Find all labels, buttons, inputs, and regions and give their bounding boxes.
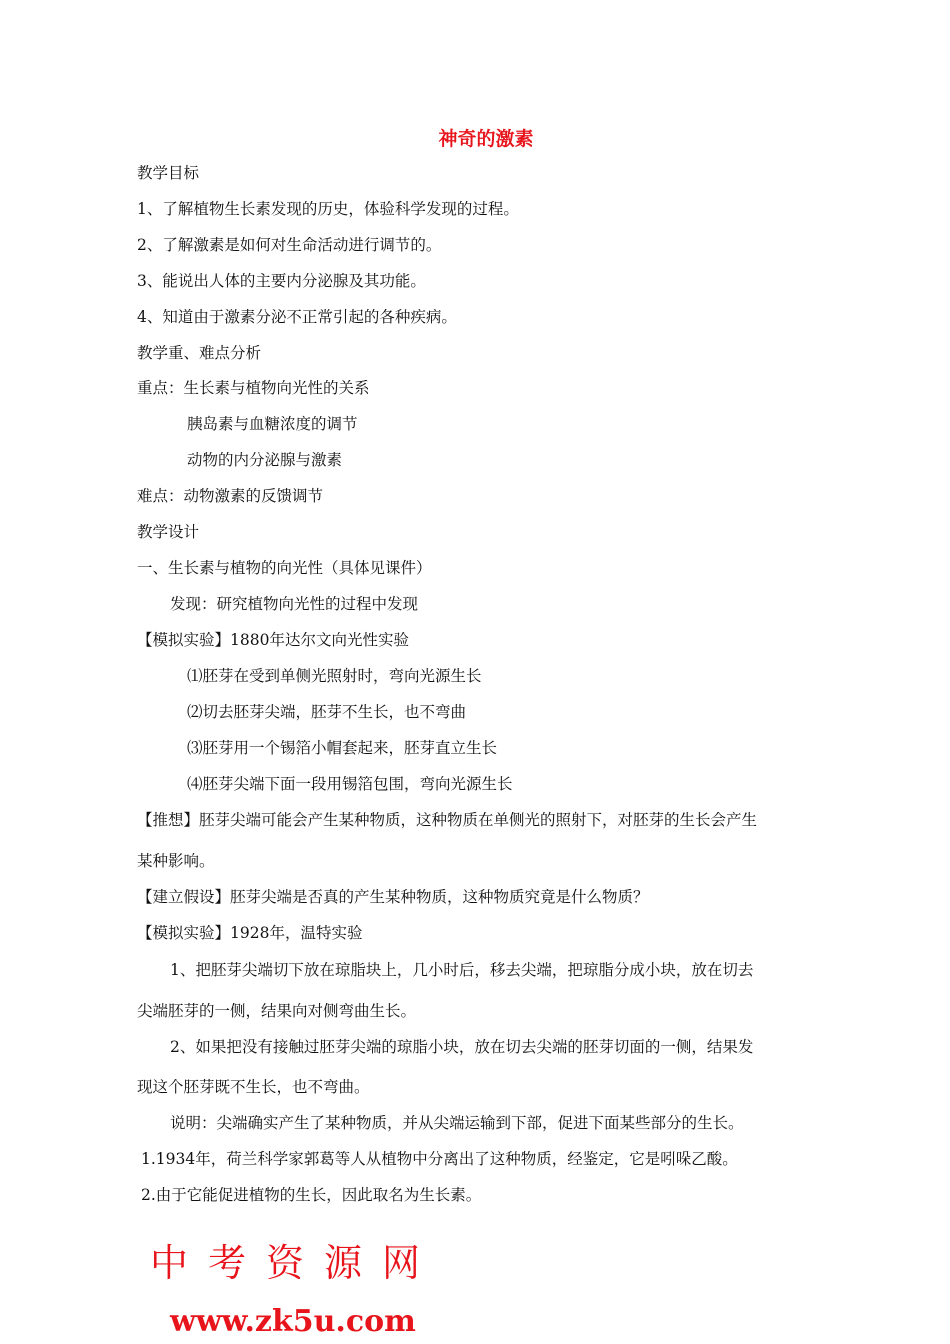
difficulty-line: 难点：动物激素的反馈调节 [137, 487, 324, 505]
keypoint-line: 胰岛素与血糖浓度的调节 [187, 415, 358, 433]
paragraph-line: 2、如果把没有接触过胚芽尖端的琼脂小块，放在切去尖端的胚芽切面的一侧，结果发 [170, 1038, 754, 1056]
goal-item: 1、了解植物生长素发现的历史，体验科学发现的过程。 [137, 200, 519, 218]
paragraph-line: 1、把胚芽尖端切下放在琼脂块上，几小时后，移去尖端，把琼脂分成小块，放在切去 [170, 961, 754, 979]
paragraph-line: 发现：研究植物向光性的过程中发现 [170, 595, 419, 613]
paragraph-line: 2.由于它能促进植物的生长，因此取名为生长素。 [141, 1186, 482, 1204]
experiment-heading: 【模拟实验】1880年达尔文向光性实验 [137, 631, 409, 649]
paragraph-line: 尖端胚芽的一侧，结果向对侧弯曲生长。 [137, 1002, 417, 1020]
paragraph-line: 【推想】胚芽尖端可能会产生某种物质，这种物质在单侧光的照射下，对胚芽的生长会产生 [137, 811, 758, 829]
subsection-heading: 一、生长素与植物的向光性（具体见课件） [137, 559, 432, 577]
keypoint-line: 动物的内分泌腺与激素 [187, 451, 343, 469]
watermark-site-name: 中考资源网 [150, 1241, 441, 1285]
experiment-heading: 【模拟实验】1928年，温特实验 [137, 924, 363, 942]
section-heading-keypoints: 教学重、难点分析 [137, 344, 262, 362]
goal-item: 2、了解激素是如何对生命活动进行调节的。 [137, 236, 442, 254]
paragraph-line: 某种影响。 [137, 852, 215, 870]
section-heading-design: 教学设计 [137, 523, 200, 541]
section-heading-goals: 教学目标 [137, 164, 200, 182]
watermark-site-url: www.zk5u.com [170, 1304, 416, 1339]
experiment-step: ⑷胚芽尖端下面一段用锡箔包围，弯向光源生长 [187, 775, 513, 793]
goal-item: 3、能说出人体的主要内分泌腺及其功能。 [137, 272, 426, 290]
paragraph-line: 【建立假设】胚芽尖端是否真的产生某种物质，这种物质究竟是什么物质？ [137, 888, 649, 906]
experiment-step: ⑴胚芽在受到单侧光照射时，弯向光源生长 [187, 667, 482, 685]
keypoint-line: 重点：生长素与植物向光性的关系 [137, 379, 370, 397]
paragraph-line: 1.1934年，荷兰科学家郭葛等人从植物中分离出了这种物质，经鉴定，它是吲哚乙酸。 [141, 1150, 738, 1168]
paragraph-line: 说明：尖端确实产生了某种物质，并从尖端运输到下部，促进下面某些部分的生长。 [170, 1114, 744, 1132]
page-title: 神奇的激素 [438, 128, 534, 150]
experiment-step: ⑶胚芽用一个锡箔小帽套起来，胚芽直立生长 [187, 739, 498, 757]
experiment-step: ⑵切去胚芽尖端，胚芽不生长，也不弯曲 [187, 703, 467, 721]
paragraph-line: 现这个胚芽既不生长，也不弯曲。 [137, 1078, 370, 1096]
goal-item: 4、知道由于激素分泌不正常引起的各种疾病。 [137, 308, 457, 326]
